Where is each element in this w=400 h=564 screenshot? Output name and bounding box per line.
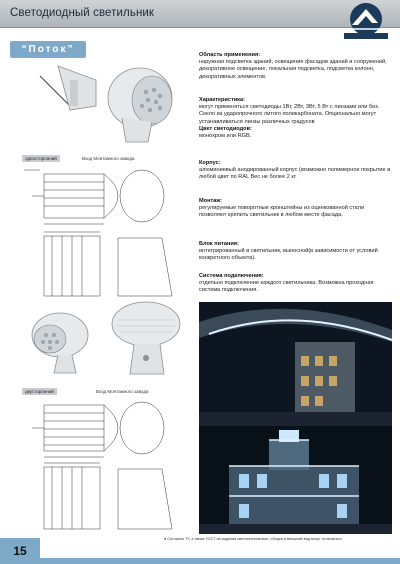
double-technical-drawing — [22, 395, 182, 535]
double-drawing-caption: Вход Монтажного завода — [96, 389, 149, 394]
section-heading: Блок питания: — [199, 241, 239, 247]
section-body: наружная подсветка зданий, освещение фасадов зданий и сооружений, декоративное освещение, локальная подсветка, подсветка колонн, декоративных элементов. — [199, 59, 387, 80]
lamp-front-photo — [18, 305, 102, 377]
company-logo — [338, 1, 394, 41]
header-title: Светодиодный светильник — [10, 7, 155, 19]
section-heading: Область применения: — [199, 52, 261, 58]
section-body: могут применяться светодиоды 1Вт, 2Вт, 3Вт, 5 Вт с линзами или без. Секло из ударопрочного литого поликарбоната. Опционально могут устанавливаться линзы различных градусов — [199, 104, 380, 125]
section-body: отдельно подключение каждого светильника. Возможна проходная система подключения. — [199, 280, 374, 294]
section-power-supply — [199, 241, 393, 263]
section-body: алюминиевый анодированный корпус (возможно полимерное покрытие в любой цвет по RAL Вес не более 2 кг. — [199, 167, 391, 181]
section-heading: Цвет светодиодов: — [199, 125, 252, 132]
section-heading: Корпус: — [199, 160, 221, 166]
section-body: интегрированный в светильник, выносной(в зависимости от условий конкретного объекта). — [199, 248, 378, 262]
section-mounting — [199, 198, 393, 220]
lamp-single-photo — [30, 58, 190, 148]
bottom-accent-bar — [40, 558, 400, 564]
section-body: монохром или RGB. — [199, 133, 252, 140]
single-technical-drawing — [22, 162, 182, 302]
section-heading: Монтаж: — [199, 198, 223, 204]
page-number: 15 — [0, 538, 40, 564]
single-sided-label: односторонний — [22, 155, 60, 162]
double-sided-label: двусторонний — [22, 388, 57, 395]
section-body: регулируемые поворотные кронштейны из оцинкованной стали позволяют крепить светильник в любом месте фасада. — [199, 205, 365, 219]
section-application — [199, 52, 393, 81]
section-body-housing — [199, 160, 393, 182]
single-drawing-caption: Вход Монтажного завода — [82, 156, 135, 161]
section-connection — [199, 273, 393, 295]
lamp-side-photo — [104, 300, 188, 380]
footnote: ● Согласно ТУ, а также ГОСТ на изделия светотехнические, сборка и внешний вид могут отличаться — [164, 537, 342, 541]
section-characteristics — [199, 97, 393, 140]
section-heading: Характеристика: — [199, 97, 245, 103]
building-night-photo-bottom — [199, 426, 392, 534]
building-night-photo-top — [199, 302, 392, 426]
product-name-badge: “Поток” — [10, 41, 86, 58]
section-heading: Система подключения: — [199, 273, 264, 279]
